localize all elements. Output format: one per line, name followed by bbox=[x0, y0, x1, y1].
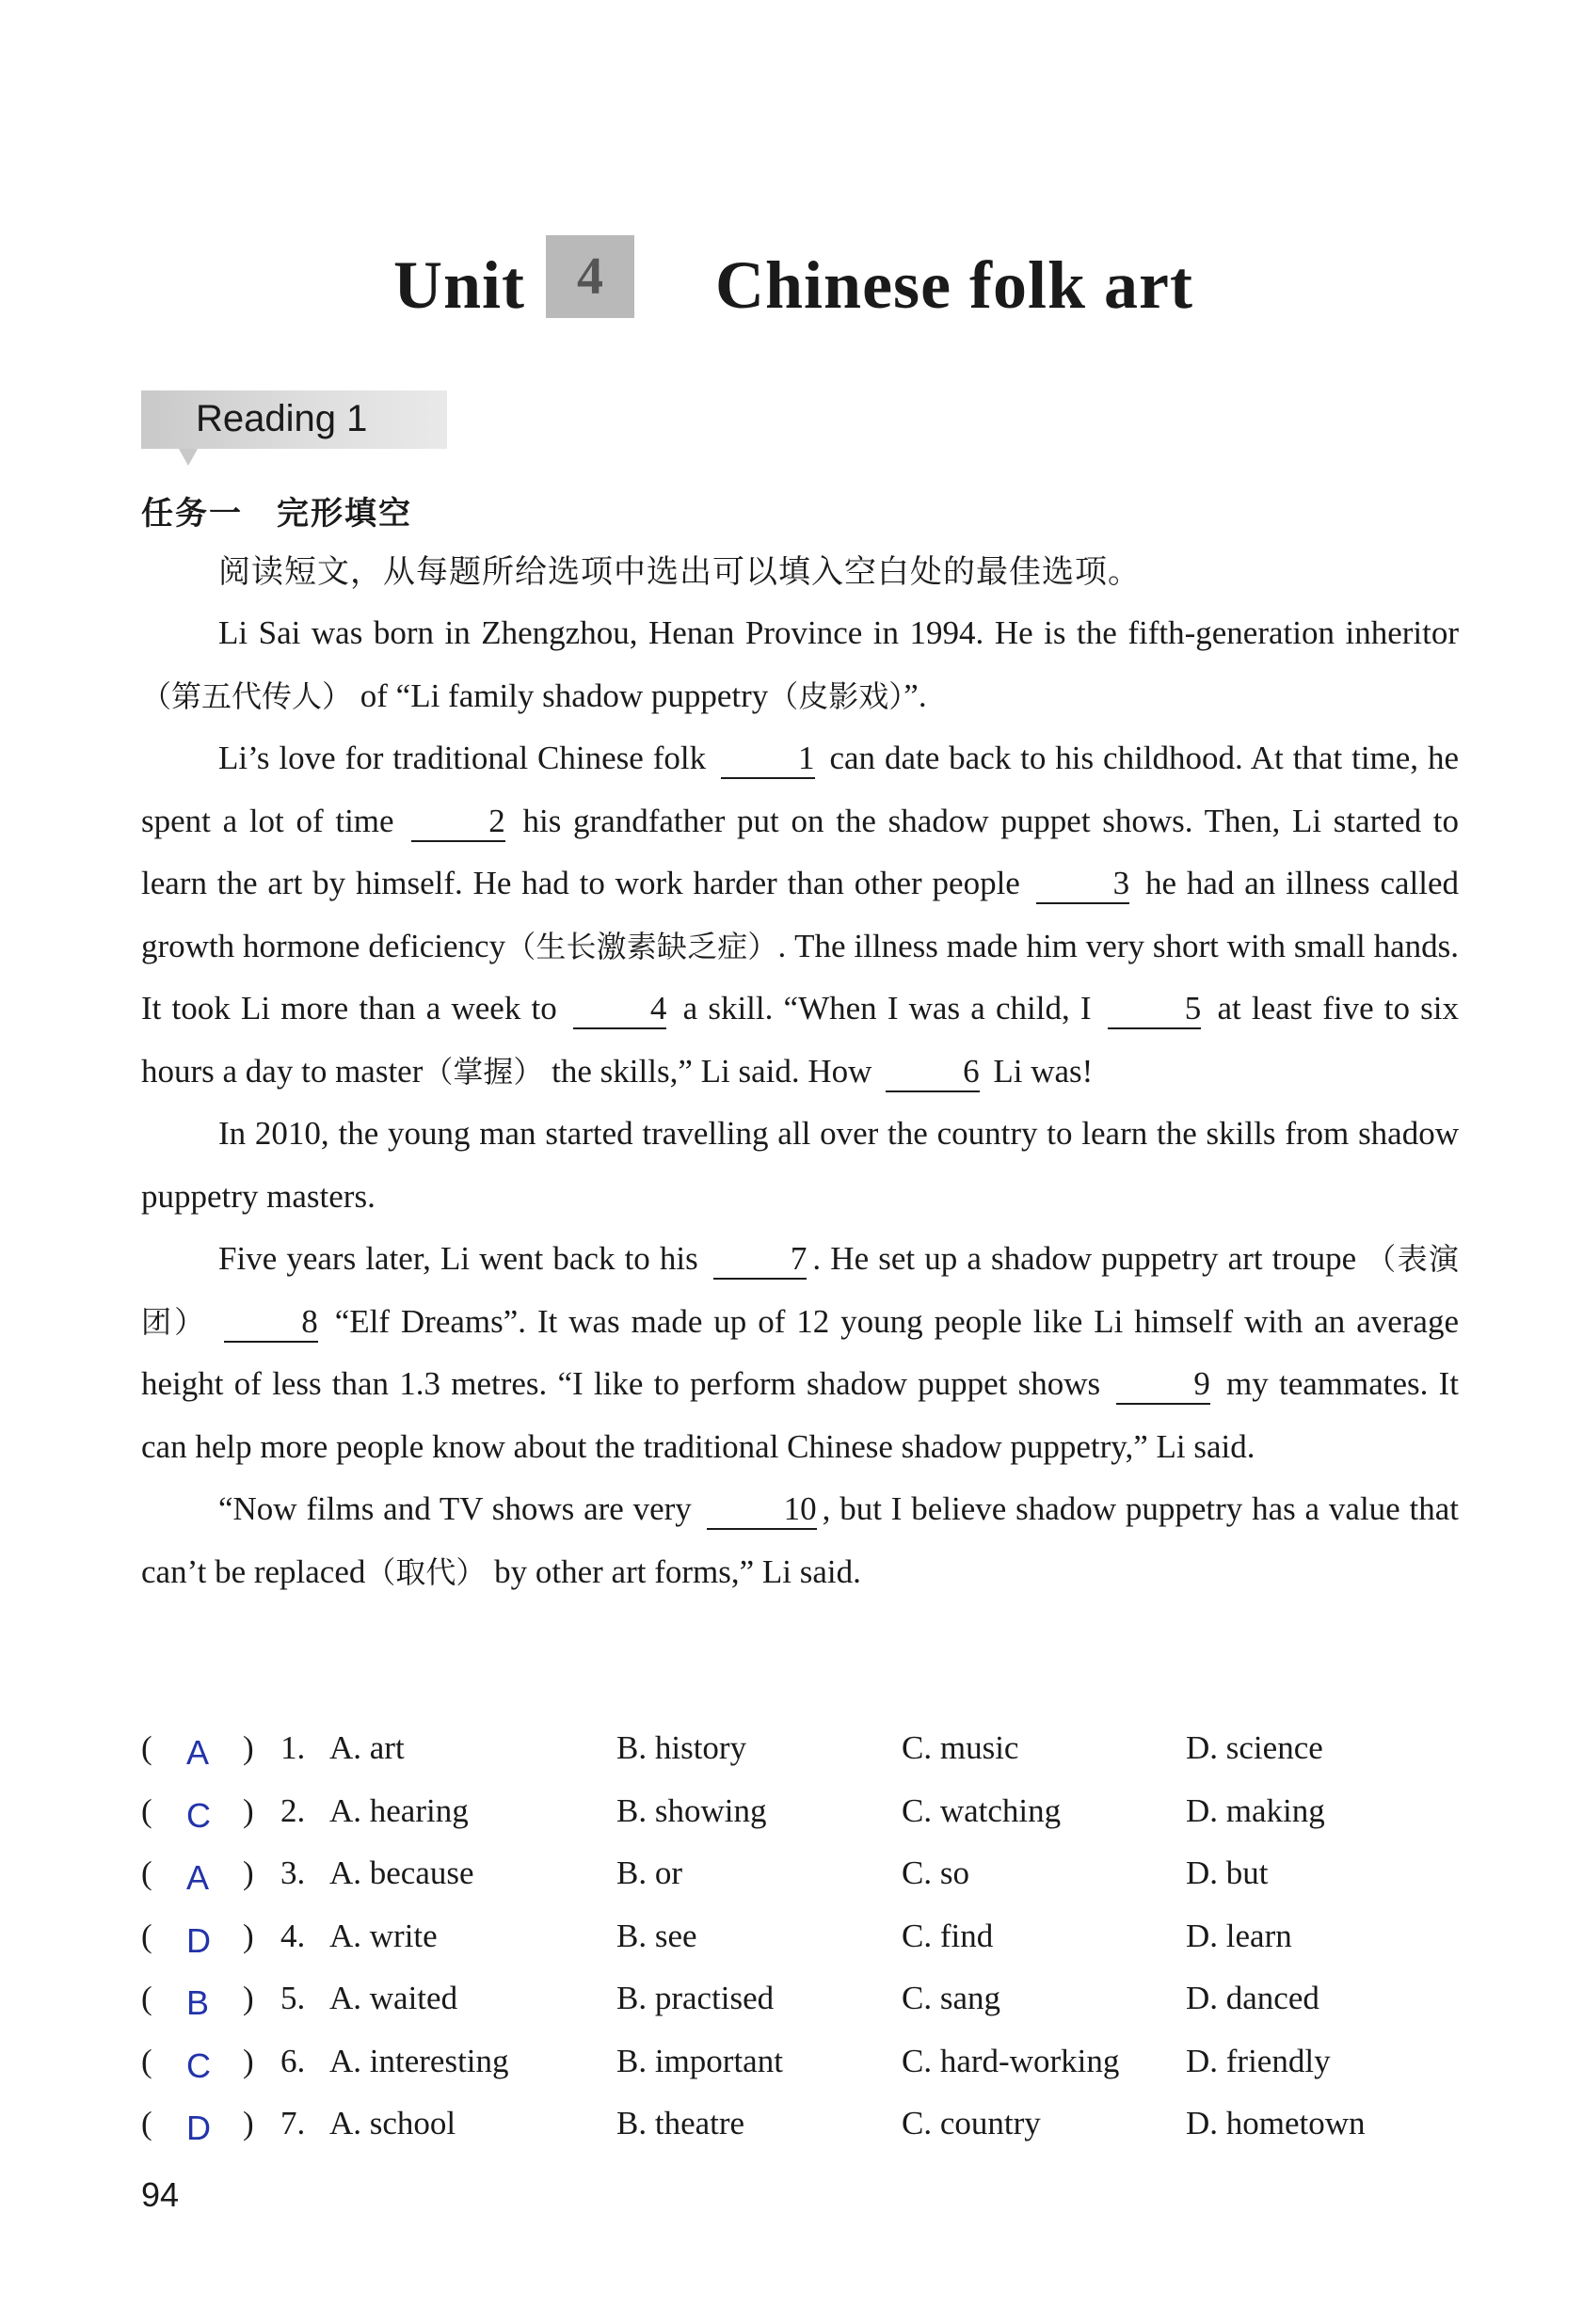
text: Five years later, Li went back to his bbox=[218, 1240, 698, 1277]
question-number: 1. bbox=[280, 1729, 306, 1766]
paren-close: ) bbox=[243, 2042, 254, 2079]
option-c: C. watching bbox=[902, 1791, 1062, 1829]
paren-close: ) bbox=[243, 1729, 254, 1766]
option-b: B. or bbox=[616, 1854, 682, 1891]
option-c: C. hard-working bbox=[902, 2042, 1120, 2079]
text: “Elf Dreams”. It was made up of 12 young people like Li himself with an average height of less than 1.3 metres. “I like to perform shadow puppet shows bbox=[141, 1302, 1460, 1402]
paragraph-2 bbox=[141, 727, 1459, 1103]
unit-heading: Chinese folk art bbox=[715, 247, 1193, 323]
answer-mark: D bbox=[186, 1920, 211, 1960]
option-a: A. write bbox=[329, 1917, 438, 1954]
option-d: D. hometown bbox=[1186, 2105, 1366, 2141]
text: at least five to six hours a day to master bbox=[141, 990, 1460, 1090]
option-b: B. showing bbox=[616, 1791, 767, 1829]
question-number: 3. bbox=[280, 1854, 306, 1891]
option-b: B. see bbox=[616, 1917, 697, 1954]
blank-10: 10 bbox=[707, 1490, 817, 1530]
text: . He set up a shadow puppetry art troupe bbox=[812, 1240, 1357, 1277]
blank-8: 8 bbox=[224, 1303, 318, 1343]
option-d: D. science bbox=[1186, 1729, 1323, 1766]
question-number: 6. bbox=[280, 2042, 306, 2079]
paren-close: ) bbox=[243, 1917, 254, 1954]
blank-1: 1 bbox=[721, 740, 815, 779]
question-row-2 bbox=[141, 1785, 1459, 1848]
paragraph-1 bbox=[141, 602, 1459, 727]
page-number: 94 bbox=[141, 2175, 180, 2214]
question-row-1 bbox=[141, 1722, 1459, 1785]
paren-open: ( bbox=[141, 1729, 152, 1766]
option-b: B. practised bbox=[616, 1980, 775, 2016]
question-row-7 bbox=[141, 2097, 1459, 2160]
paren-open: ( bbox=[141, 1791, 152, 1829]
text: a skill. “When I was a child, I bbox=[682, 990, 1092, 1027]
option-d: D. learn bbox=[1186, 1917, 1292, 1954]
task-instruction: 阅读短文，从每题所给选项中选出可以填入空白处的最佳选项。 bbox=[218, 553, 1141, 591]
paren-close: ) bbox=[243, 1791, 254, 1829]
chinese-gloss: （取代） bbox=[365, 1553, 487, 1590]
question-number: 5. bbox=[280, 1980, 306, 2016]
blank-4: 4 bbox=[573, 990, 667, 1029]
task-title: 任务一 完形填空 bbox=[141, 495, 412, 533]
option-c: C. country bbox=[902, 2105, 1041, 2141]
chinese-gloss: （表演团） bbox=[141, 1241, 1460, 1340]
option-c: C. sang bbox=[902, 1980, 1000, 2016]
option-c: C. so bbox=[902, 1854, 969, 1891]
option-d: D. friendly bbox=[1186, 2042, 1331, 2079]
paragraph-4 bbox=[141, 1228, 1459, 1478]
blank-6: 6 bbox=[886, 1053, 980, 1092]
option-d: D. but bbox=[1186, 1854, 1269, 1891]
question-row-6 bbox=[141, 2035, 1459, 2098]
blank-2: 2 bbox=[411, 803, 505, 842]
text: ”. bbox=[903, 677, 927, 714]
text: Li’s love for traditional Chinese folk bbox=[218, 740, 707, 776]
option-a: A. school bbox=[329, 2105, 456, 2141]
text: Li was! bbox=[993, 1052, 1094, 1090]
text: my teammates. It can help more people know about the traditional Chinese shadow puppetry,” Li said. bbox=[141, 1365, 1459, 1465]
option-d: D. making bbox=[1186, 1791, 1325, 1829]
text: Li Sai was born in Zhengzhou, Henan Province in 1994. He is the fifth-generation inheritor bbox=[218, 614, 1459, 651]
unit-number: 4 bbox=[577, 247, 603, 306]
option-a: A. hearing bbox=[329, 1791, 469, 1829]
text: . The illness made him very short with small hands. It took Li more than a week to bbox=[141, 927, 1459, 1027]
paragraph-5 bbox=[141, 1478, 1459, 1603]
option-c: C. music bbox=[902, 1729, 1019, 1766]
option-a: A. waited bbox=[329, 1980, 458, 2016]
blank-9: 9 bbox=[1116, 1365, 1210, 1405]
blank-3: 3 bbox=[1036, 865, 1130, 904]
unit-number-box bbox=[546, 235, 634, 318]
answer-mark: C bbox=[186, 1795, 211, 1835]
paren-open: ( bbox=[141, 2042, 152, 2079]
section-label: Reading 1 bbox=[196, 398, 368, 439]
chinese-gloss: （掌握） bbox=[423, 1053, 544, 1090]
chinese-gloss: （第五代传人） bbox=[141, 677, 353, 714]
option-b: B. important bbox=[616, 2042, 783, 2079]
text: , but I believe shadow puppetry has a value that can’t be replaced bbox=[141, 1490, 1459, 1590]
option-a: A. art bbox=[329, 1729, 405, 1766]
blank-5: 5 bbox=[1108, 990, 1202, 1029]
paren-open: ( bbox=[141, 1980, 152, 2016]
paren-close: ) bbox=[243, 1854, 254, 1891]
blank-7: 7 bbox=[713, 1240, 807, 1280]
option-a: A. interesting bbox=[329, 2042, 509, 2079]
option-b: B. theatre bbox=[616, 2105, 745, 2141]
unit-word: Unit bbox=[393, 247, 526, 323]
section-tag bbox=[141, 390, 447, 449]
question-number: 4. bbox=[280, 1917, 306, 1954]
paren-open: ( bbox=[141, 1917, 152, 1954]
question-row-5 bbox=[141, 1972, 1459, 2035]
option-b: B. history bbox=[616, 1729, 747, 1766]
text: “Now films and TV shows are very bbox=[218, 1490, 692, 1527]
text: the skills,” Li said. How bbox=[543, 1052, 872, 1090]
text: his grandfather put on the shadow puppet shows. Then, Li started to learn the art by himself. He had to work harder than other people bbox=[141, 802, 1460, 901]
passage bbox=[141, 602, 1459, 1603]
paren-open: ( bbox=[141, 2105, 152, 2141]
chinese-gloss: （生长激素缺乏症） bbox=[505, 928, 778, 964]
text: of “Li family shadow puppetry bbox=[352, 677, 769, 714]
question-number: 2. bbox=[280, 1791, 306, 1829]
paren-close: ) bbox=[243, 2105, 254, 2141]
option-a: A. because bbox=[329, 1854, 474, 1891]
paren-open: ( bbox=[141, 1854, 152, 1891]
answer-mark: A bbox=[186, 1858, 210, 1897]
chinese-gloss: （皮影戏） bbox=[768, 677, 904, 714]
option-d: D. danced bbox=[1186, 1980, 1319, 2016]
unit-title bbox=[386, 235, 1233, 339]
question-options bbox=[141, 1722, 1459, 2160]
question-number: 7. bbox=[280, 2105, 306, 2141]
paragraph-3: In 2010, the young man started travelling all over the country to learn the skills from shadow puppetry masters. bbox=[141, 1115, 1459, 1215]
answer-mark: C bbox=[186, 2045, 211, 2085]
text: by other art forms,” Li said. bbox=[486, 1552, 861, 1590]
option-c: C. find bbox=[902, 1917, 994, 1954]
answer-mark: D bbox=[186, 2109, 211, 2147]
text: he had an illness called growth hormone deficiency bbox=[141, 865, 1459, 964]
text: can date back to his childhood. At that time, he spent a lot of time bbox=[141, 740, 1460, 839]
answer-mark: B bbox=[186, 1983, 210, 2022]
question-row-4 bbox=[141, 1910, 1459, 1973]
answer-mark: A bbox=[186, 1733, 210, 1772]
question-row-3 bbox=[141, 1847, 1459, 1910]
paren-close: ) bbox=[243, 1980, 254, 2016]
